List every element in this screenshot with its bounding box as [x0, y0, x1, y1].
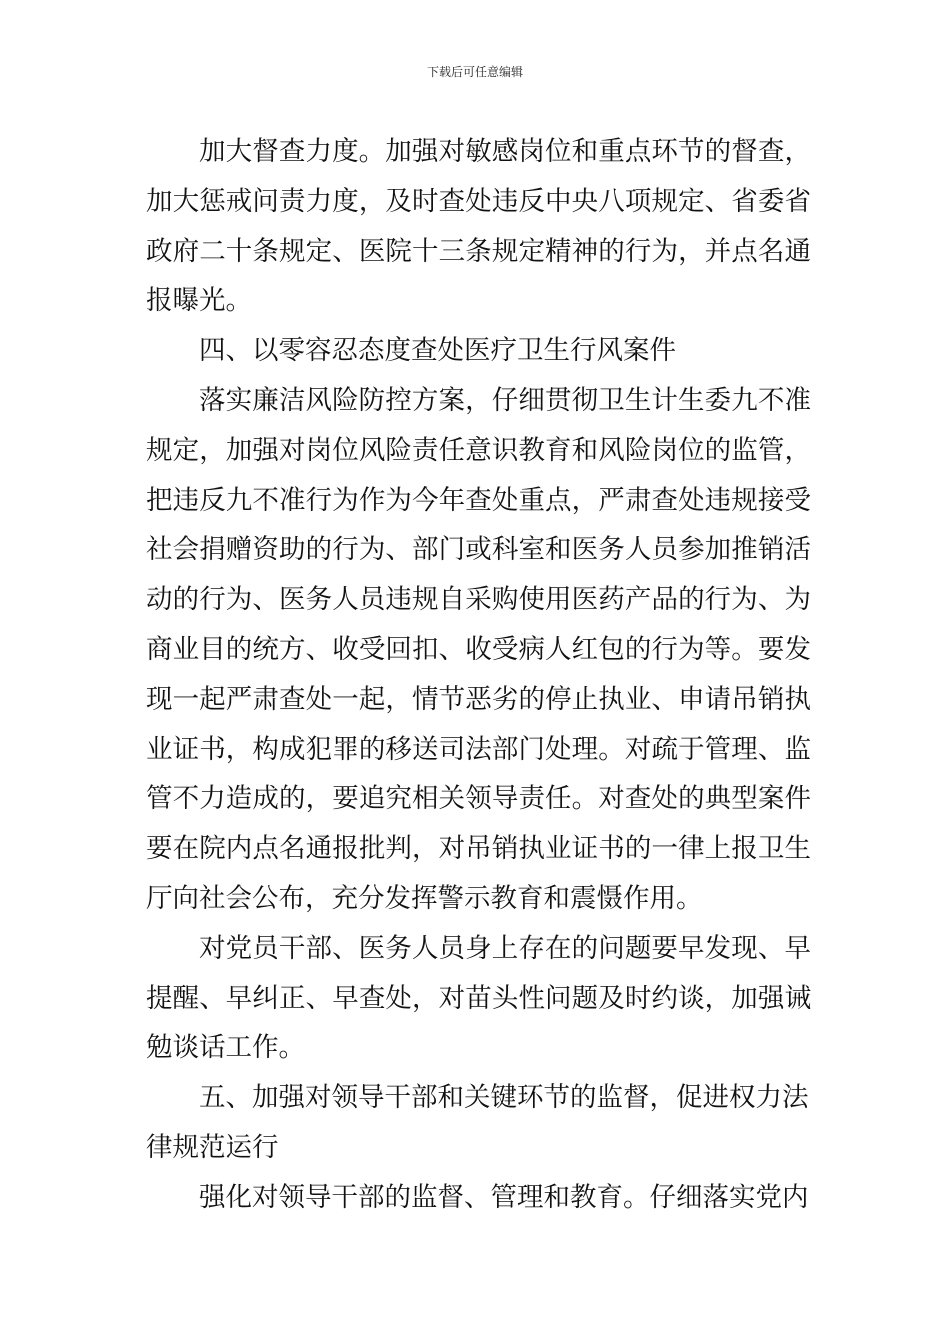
document-body	[146, 127, 811, 1223]
section-heading-five: 五、加强对领导干部和关键环节的监督，促进权力法律规范运行	[146, 1082, 809, 1163]
paragraph-risk-control: 落实廉洁风险防控方案，仔细贯彻卫生计生委九不准规定，加强对岗位风险责任意识教育和风险岗位的监管，把违反九不准行为作为今年查处重点，严肃查处违规接受社会捐赠资助的行为、部门或科室和医务人员参加推销活动的行为、医务人员违规自采购使用医药产品的行为、为商业目的统方、收受回扣、收受病人红包的行为等。要发现一起严肃查处一起，情节恶劣的停止执业、申请吊销执业证书，构成犯罪的移送司法部门处理。对疏于管理、监管不力造成的，要追究相关领导责任。对查处的典型案件要在院内点名通报批判，对吊销执业证书的一律上报卫生厅向社会公布，充分发挥警示教育和震慑作用。	[146, 384, 811, 914]
page-header: 下载后可任意编辑	[426, 65, 523, 79]
paragraph-leadership-supervision: 强化对领导干部的监督、管理和教育。仔细落实党内	[199, 1181, 809, 1213]
section-heading-four: 四、以零容忍态度查处医疗卫生行风案件	[199, 335, 676, 367]
paragraph-early-detection: 对党员干部、医务人员身上存在的问题要早发现、早提醒、早纠正、早查处，对苗头性问题及时约谈，加强诫勉谈话工作。	[146, 932, 811, 1064]
paragraph-supervision: 加大督查力度。加强对敏感岗位和重点环节的督查，加大惩戒问责力度，及时查处违反中央八项规定、省委省政府二十条规定、医院十三条规定精神的行为，并点名通报曝光。	[146, 136, 811, 317]
